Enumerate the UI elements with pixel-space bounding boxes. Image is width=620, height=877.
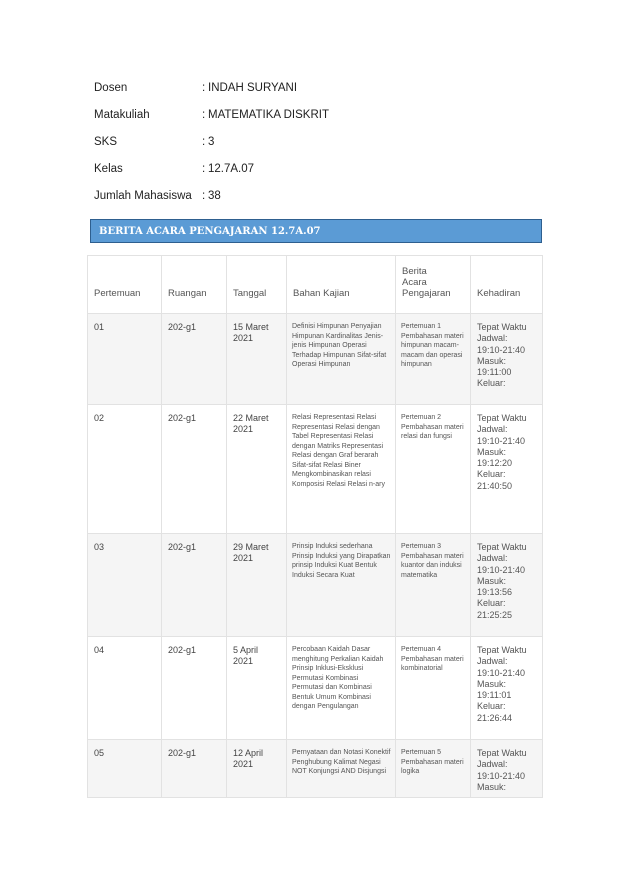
kehadiran-line: Jadwal: — [477, 553, 508, 564]
cell-kehadiran — [471, 740, 543, 798]
cell-kehadiran — [471, 314, 543, 405]
dosen-value: INDAH SURYANI — [208, 81, 298, 94]
kehadiran-line: 21:26:44 — [477, 712, 513, 723]
separator: : — [202, 81, 206, 94]
kehadiran-line: 19:10-21:40 — [477, 667, 526, 678]
column-header: Kehadiran — [471, 256, 543, 314]
kehadiran-line: Tepat Waktu — [477, 322, 527, 332]
kehadiran-line: 19:10-21:40 — [477, 564, 526, 575]
kehadiran-line: 19:11:00 — [477, 367, 512, 378]
kelas-label: Kelas — [94, 162, 123, 175]
kehadiran-line: Tepat Waktu — [477, 748, 527, 758]
kehadiran-line: Tepat Waktu — [477, 542, 527, 552]
kehadiran-line: Jadwal: — [477, 759, 508, 770]
jumlah-label: Jumlah Mahasiswa — [94, 189, 192, 202]
kehadiran-line: 19:12:20 — [477, 458, 513, 469]
cell-berita-acara: Pertemuan 2 Pembahasan materi relasi dan fungsi — [396, 405, 471, 534]
course-info — [94, 74, 329, 209]
column-header: Ruangan — [162, 256, 227, 314]
cell-berita-acara: Pertemuan 1 Pembahasan materi himpunan macam-macam dan operasi himpunan — [396, 314, 471, 405]
kehadiran-line: Jadwal: — [477, 424, 508, 435]
info-row-dosen — [94, 74, 329, 101]
kehadiran-line: 19:10-21:40 — [477, 770, 526, 781]
table-row — [88, 405, 543, 534]
cell-ruangan: 202-g1 — [162, 534, 227, 637]
separator: : — [202, 189, 206, 202]
cell-pertemuan: 01 — [88, 314, 162, 405]
jumlah-value: 38 — [208, 189, 221, 202]
cell-pertemuan: 04 — [88, 637, 162, 740]
kehadiran-line: Masuk: — [477, 781, 507, 792]
separator: : — [202, 162, 206, 175]
sks-value: 3 — [208, 135, 215, 148]
kehadiran-line: 19:11:01 — [477, 690, 512, 701]
kehadiran-line: Masuk: — [477, 355, 507, 366]
info-row-matakuliah — [94, 101, 329, 128]
kehadiran-lines — [471, 405, 542, 496]
cell-tanggal: 12 April 2021 — [227, 740, 287, 798]
cell-tanggal: 5 April 2021 — [227, 637, 287, 740]
kehadiran-line: Tepat Waktu — [477, 645, 527, 655]
table-row — [88, 534, 543, 637]
cell-tanggal: 15 Maret 2021 — [227, 314, 287, 405]
matakuliah-label: Matakuliah — [94, 108, 150, 121]
kehadiran-line: Keluar: — [477, 378, 506, 389]
kehadiran-line: 21:25:25 — [477, 609, 513, 620]
cell-bahan-kajian: Definisi Himpunan Penyajian Himpunan Kardinalitas Jenis-jenis Himpunan Operasi Terhadap Himpunan Sifat-sifat Operasi Himpunan — [287, 314, 396, 405]
kehadiran-line: Keluar: — [477, 701, 506, 712]
table-row — [88, 740, 543, 798]
cell-berita-acara: Pertemuan 3 Pembahasan materi kuantor dan induksi matematika — [396, 534, 471, 637]
sks-label: SKS — [94, 135, 118, 148]
cell-pertemuan: 02 — [88, 405, 162, 534]
column-header: Pertemuan — [88, 256, 162, 314]
cell-tanggal: 22 Maret 2021 — [227, 405, 287, 534]
cell-bahan-kajian: Percobaan Kaidah Dasar menghitung Perkalian Kaidah Prinsip Inklusi-Eksklusi Permutasi Kombinasi Permutasi dan Kombinasi Bentuk Umum Kombinasi dengan Pengulangan — [287, 637, 396, 740]
section-banner: BERITA ACARA PENGAJARAN 12.7A.07 — [90, 219, 542, 243]
column-header: Bahan Kajian — [287, 256, 396, 314]
cell-ruangan: 202-g1 — [162, 740, 227, 798]
kehadiran-lines — [471, 740, 542, 797]
cell-bahan-kajian: Prinsip Induksi sederhana Prinsip Induksi yang Dirapatkan prinsip Induksi Kuat Bentuk Induksi Secara Kuat — [287, 534, 396, 637]
cell-berita-acara: Pertemuan 5 Pembahasan materi logika — [396, 740, 471, 798]
cell-pertemuan: 05 — [88, 740, 162, 798]
kehadiran-line: Keluar: — [477, 469, 506, 480]
cell-bahan-kajian: Relasi Representasi Relasi Representasi Relasi dengan Tabel Representasi Relasi dengan Matriks Representasi Relasi dengan Graf berarah Sifat-sifat Relasi Biner Mengkombinasikan relasi Komposisi Relasi Relasi n-ary — [287, 405, 396, 534]
dosen-label: Dosen — [94, 81, 128, 94]
separator: : — [202, 108, 206, 121]
table-header-row — [88, 256, 543, 314]
cell-ruangan: 202-g1 — [162, 405, 227, 534]
cell-tanggal: 29 Maret 2021 — [227, 534, 287, 637]
cell-pertemuan: 03 — [88, 534, 162, 637]
separator: : — [202, 135, 206, 148]
kehadiran-line: Masuk: — [477, 575, 507, 586]
kehadiran-line: Keluar: — [477, 598, 506, 609]
kehadiran-line: Masuk: — [477, 446, 507, 457]
cell-ruangan: 202-g1 — [162, 637, 227, 740]
cell-kehadiran — [471, 534, 543, 637]
info-row-sks — [94, 128, 329, 155]
info-row-jumlah — [94, 182, 329, 209]
kehadiran-line: Jadwal: — [477, 333, 508, 344]
kelas-value: 12.7A.07 — [208, 162, 255, 175]
kehadiran-line: Jadwal: — [477, 656, 508, 667]
info-row-kelas — [94, 155, 329, 182]
kehadiran-line: Masuk: — [477, 678, 507, 689]
cell-bahan-kajian: Pernyataan dan Notasi Konektif Penghubung Kalimat Negasi NOT Konjungsi AND Disjungsi — [287, 740, 396, 798]
cell-berita-acara: Pertemuan 4 Pembahasan materi kombinatorial — [396, 637, 471, 740]
kehadiran-lines — [471, 637, 542, 728]
kehadiran-lines — [471, 534, 542, 625]
kehadiran-line: 19:10-21:40 — [477, 435, 526, 446]
cell-kehadiran — [471, 405, 543, 534]
kehadiran-line: 19:10-21:40 — [477, 344, 526, 355]
kehadiran-line: 21:40:50 — [477, 480, 513, 491]
table-row — [88, 314, 543, 405]
cell-kehadiran — [471, 637, 543, 740]
attendance-table — [87, 255, 543, 798]
kehadiran-line: Tepat Waktu — [477, 413, 527, 423]
kehadiran-line: 19:13:56 — [477, 587, 513, 598]
cell-ruangan: 202-g1 — [162, 314, 227, 405]
matakuliah-value: MATEMATIKA DISKRIT — [208, 108, 329, 121]
table-row — [88, 637, 543, 740]
column-header: Tanggal — [227, 256, 287, 314]
column-header: Berita Acara Pengajaran — [396, 256, 471, 314]
kehadiran-lines — [471, 314, 542, 394]
